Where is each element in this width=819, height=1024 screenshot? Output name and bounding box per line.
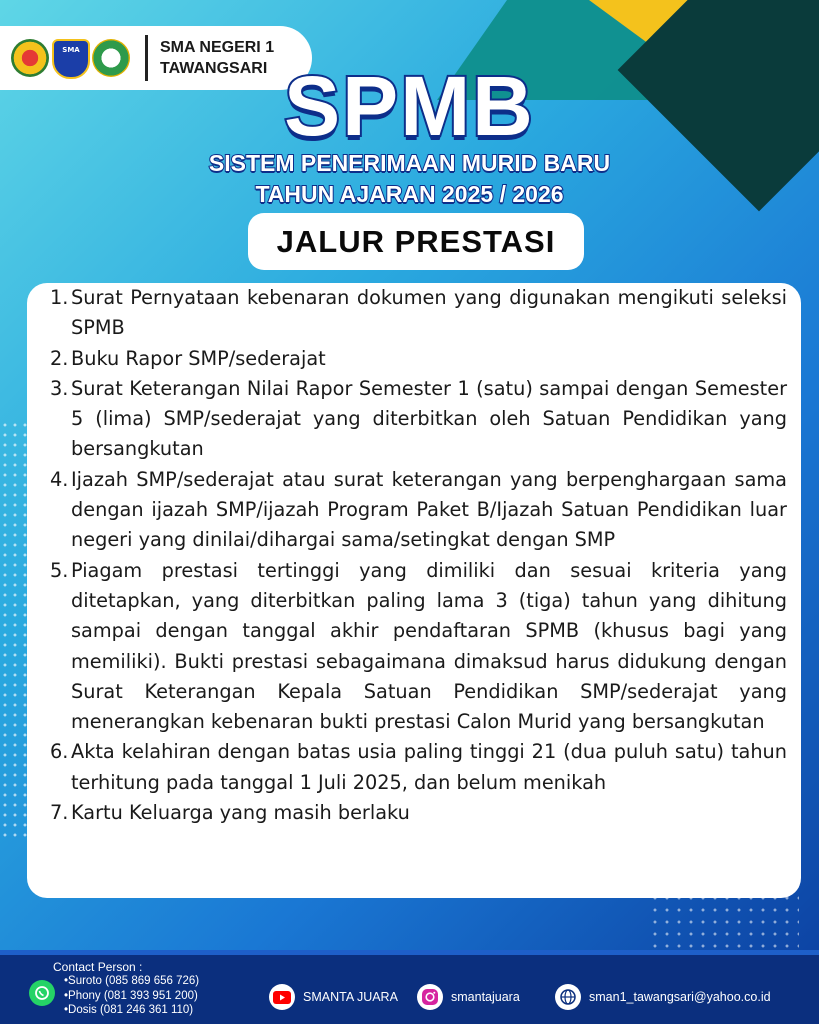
instagram-icon xyxy=(417,984,443,1010)
contact-label: Contact Person : xyxy=(53,960,143,974)
subtitle-line2: TAHUN AJARAN 2025 / 2026 xyxy=(255,181,564,207)
whatsapp-icon[interactable] xyxy=(29,980,55,1006)
contact-item[interactable]: • Suroto (085 869 656 726) xyxy=(64,974,199,989)
section-title: JALUR PRESTASI xyxy=(248,213,584,270)
contact-list xyxy=(64,974,199,1018)
youtube-icon xyxy=(269,984,295,1010)
list-item: 5. Piagam prestasi tertinggi yang dimiliki dan sesuai kriteria yang ditetapkan, yang diterbitkan paling lama 3 (tiga) tahun yang dihitung sampai dengan tanggal akhir pendaftaran SPMB (khusus bagi yang memiliki). Bukti prestasi sebagaimana dimaksud harus didukung dengan Surat Keterangan Kepala Satuan Pendidikan SMP/sederajat yang menerangkan kebenaran bukti prestasi Calon Murid yang bersangkutan xyxy=(50,558,787,734)
list-item: 2. Buku Rapor SMP/sederajat xyxy=(50,346,326,370)
youtube-link[interactable] xyxy=(269,984,398,1010)
instagram-link[interactable] xyxy=(417,984,520,1010)
list-item: 4. Ijazah SMP/sederajat atau surat keterangan yang berpenghargaan sama dengan ijazah SMP/ijazah Program Paket B/Ijazah Satuan Pendidikan luar negeri yang dinilai/dihargai sama/setingkat dengan SMP xyxy=(50,467,787,552)
contact-item[interactable]: • Phony (081 393 951 200) xyxy=(64,989,199,1004)
contact-item[interactable]: • Dosis (081 246 361 110) xyxy=(64,1003,199,1018)
list-item: 7. Kartu Keluarga yang masih berlaku xyxy=(50,801,410,825)
list-item: 6. Akta kelahiran dengan batas usia paling tinggi 21 (dua puluh satu) tahun terhitung pada tanggal 1 Juli 2025, dan belum menikah xyxy=(50,740,787,794)
website-link[interactable] xyxy=(555,984,771,1010)
school-logo: SMA xyxy=(52,39,90,79)
list-item: 3. Surat Keterangan Nilai Rapor Semester 1 (satu) sampai dengan Semester 5 (lima) SMP/sederajat yang diterbitkan oleh Satuan Pendidikan yang bersangkutan xyxy=(50,376,787,461)
globe-icon xyxy=(555,984,581,1010)
list-item: 1. Surat Pernyataan kebenaran dokumen yang digunakan mengikuti seleksi SPMB xyxy=(50,286,787,340)
youtube-label: SMANTA JUARA xyxy=(303,990,398,1004)
requirements-list xyxy=(50,283,787,828)
school-name-line1: SMA NEGERI 1 xyxy=(160,39,275,56)
page-title: SPMB xyxy=(284,59,535,153)
subtitle-line1: SISTEM PENERIMAAN MURID BARU xyxy=(208,150,611,176)
instagram-label: smantajuara xyxy=(451,990,520,1004)
website-label: sman1_tawangsari@yahoo.co.id xyxy=(589,990,771,1004)
school-name-line2: TAWANGSARI xyxy=(160,60,268,77)
